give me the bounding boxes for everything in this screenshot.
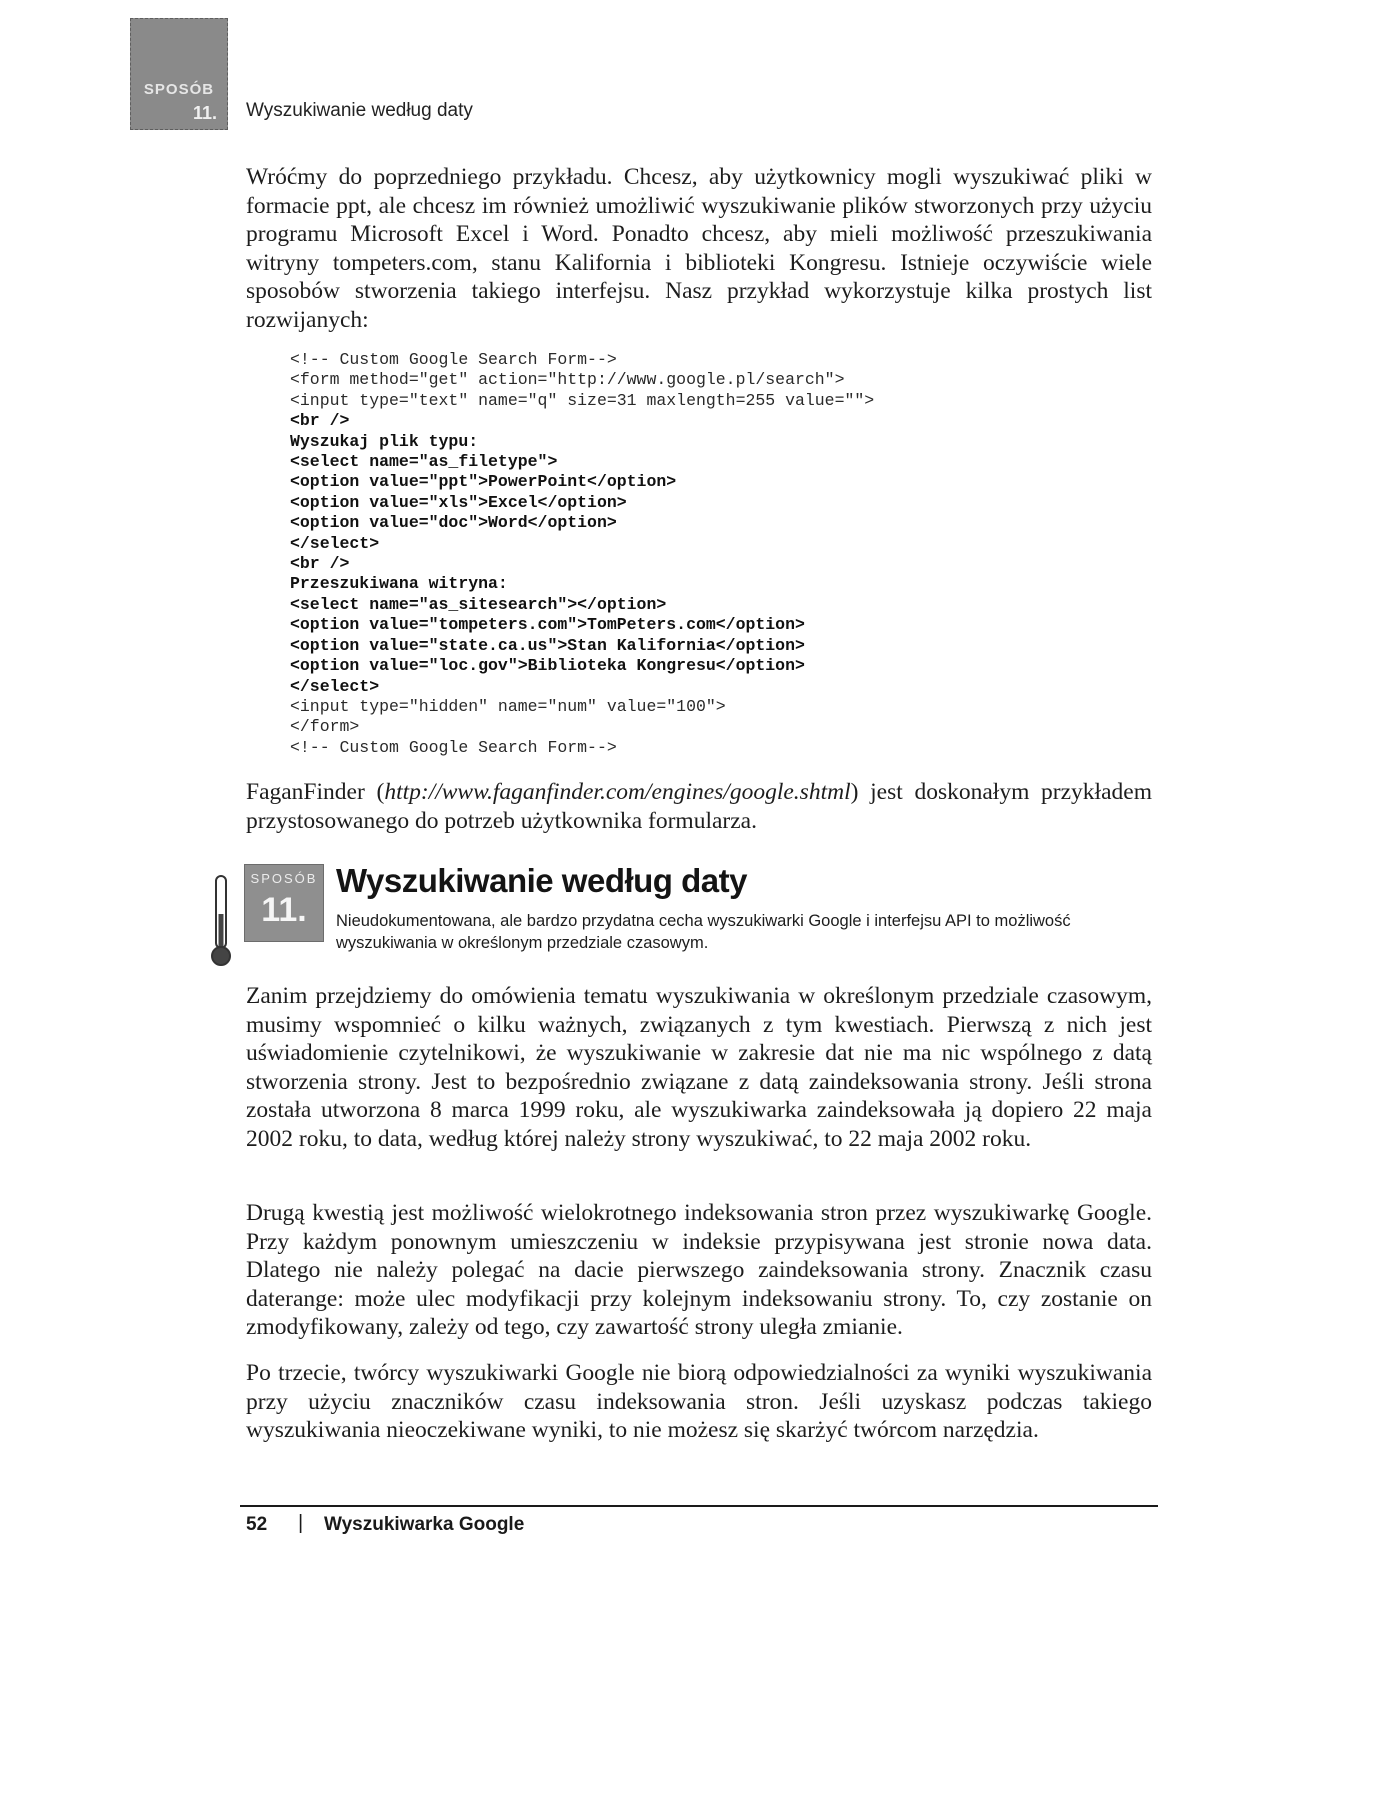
code-line: <option value="ppt">PowerPoint</option> [290,472,677,492]
footer-book-title: Wyszukiwarka Google [324,1514,525,1535]
section-subtitle: Nieudokumentowana, ale bardzo przydatna cecha wyszukiwarki Google i interfejsu API to możliwość wyszukiwania w określonym przedziale czasowym. [336,912,1071,952]
code-line: <form method="get" action="http://www.google.pl/search"> [290,370,845,390]
section-hack-tab [244,864,324,942]
header-tab-number: 11. [192,103,217,123]
code-line: <br /> [290,411,350,431]
faganfinder-text-before: FaganFinder ( [246,779,385,805]
faganfinder-paragraph [246,778,1152,835]
footer-separator: | [298,1512,304,1534]
code-line: <!-- Custom Google Search Form--> [290,737,617,757]
code-line: Przeszukiwana witryna: [290,574,508,594]
code-line: </select> [290,533,380,553]
code-line: <select name="as_filetype"> [290,452,558,472]
code-line: <input type="text" name="q" size=31 maxlength=255 value=""> [290,390,875,410]
code-line: <br /> [290,554,350,574]
thermometer-icon [210,874,232,970]
code-line: <option value="loc.gov">Biblioteka Kongresu</option> [290,656,805,676]
footer-rule [240,1505,1158,1507]
code-line: <option value="tompeters.com">TomPeters.com</option> [290,615,805,635]
code-line: </form> [290,717,360,737]
faganfinder-url: http://www.faganfinder.com/engines/google.shtml [384,779,851,805]
header-tab-label: SPOSÓB [143,81,215,98]
code-line: <option value="state.ca.us">Stan Kalifornia</option> [290,635,805,655]
code-line: <option value="doc">Word</option> [290,513,617,533]
code-line: <select name="as_sitesearch"></option> [290,594,667,614]
code-line: <!-- Custom Google Search Form--> [290,350,617,369]
running-header-title: Wyszukiwanie według daty [246,100,473,121]
body-paragraph-1: Zanim przejdziemy do omówienia tematu wyszukiwania w określonym przedziale czasowym, musimy wspomnieć o kilku ważnych, związanych z tym kwestiach. Pierwszą z nich jest uświadomienie czytelnikowi, że wyszukiwanie w zakresie dat nie ma nic wspólnego z datą stworzenia strony. Jest to bezpośrednio związane z datą zaindeksowania strony. Jeśli strona została utworzona 8 marca 1999 roku, ale wyszukiwarka zaindeksowała ją dopiero 22 maja 2002 roku, to data, według której należy strony wyszukiwać, to 22 maja 2002 roku. [246,983,1152,1152]
code-line: <option value="xls">Excel</option> [290,492,627,512]
section-title: Wyszukiwanie według daty [336,862,747,899]
header-hack-tab [130,18,228,130]
faganfinder-text-after: ) jest doskonałym przykładem przystosowanego do potrzeb użytkownika formularza. [246,779,1152,834]
section-tab-label: SPOSÓB [250,871,318,886]
code-line: Wyszukaj plik typu: [290,431,479,451]
section-tab-number: 11. [261,891,307,929]
footer-page-number: 52 [246,1514,268,1535]
intro-paragraph: Wróćmy do poprzedniego przykładu. Chcesz, aby użytkownicy mogli wyszukiwać pliki w formacie ppt, ale chcesz im również umożliwić wyszukiwanie plików stworzonych przy użyciu programu Microsoft Excel i Word. Ponadto chcesz, aby mieli możliwość przeszukiwania witryny tompeters.com, stanu Kalifornia i biblioteki Kongresu. Istnieje oczywiście wiele sposobów stworzenia takiego interfejsu. Nasz przykład wykorzystuje kilka prostych list rozwijanych: [246,164,1152,333]
code-line: <input type="hidden" name="num" value="100"> [290,696,726,716]
body-paragraph-2: Drugą kwestią jest możliwość wielokrotnego indeksowania stron przez wyszukiwarkę Google. Przy każdym ponownym umieszczeniu w indeksie przypisywana jest stronie nowa data. Dlatego nie należy polegać na dacie pierwszego zaindeksowania strony. Znacznik czasu daterange: może ulec modyfikacji przy kolejnym indeksowaniu strony. To, czy zostanie on zmodyfikowany, zależy od tego, czy zawartość strony uległa zmianie. [246,1200,1152,1341]
code-line: </select> [290,676,380,696]
body-paragraph-3: Po trzecie, twórcy wyszukiwarki Google nie biorą odpowiedzialności za wyniki wyszukiwania przy użyciu znaczników czasu indeksowania stron. Jeśli uzyskasz podczas takiego wyszukiwania nieoczekiwane wyniki, to nie możesz się skarżyć twórcom narzędzia. [246,1360,1152,1444]
code-listing [290,350,1150,758]
